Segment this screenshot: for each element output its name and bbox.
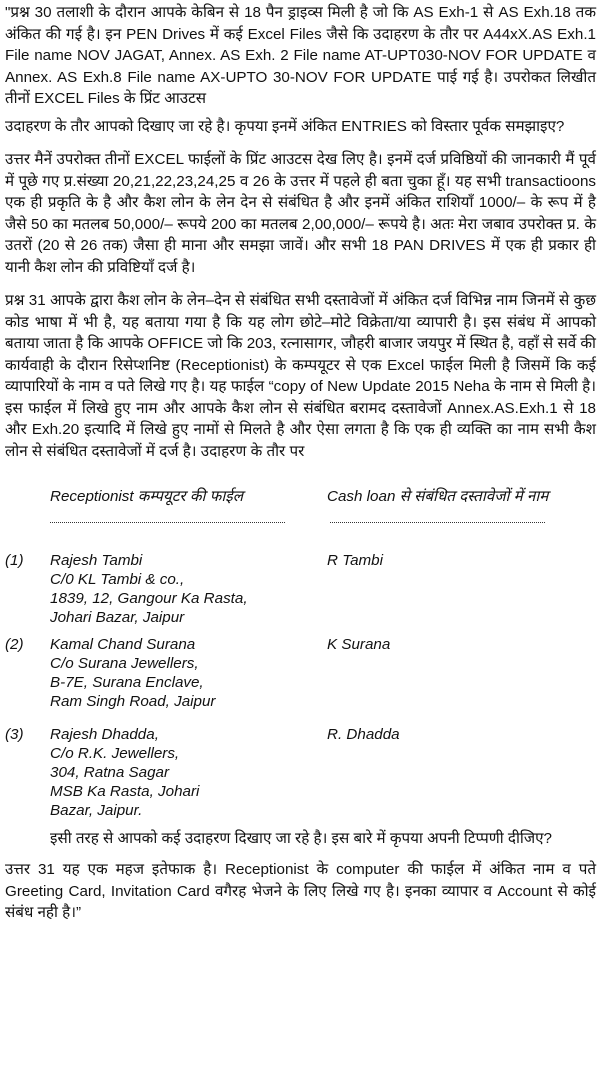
header-dotted-rule: [5, 522, 596, 523]
address-line: Rajesh Dhadda,: [50, 725, 159, 743]
answer-31: उत्तर 31 यह एक महज इतेफाक है। Receptionist के computer की फाईल में अंकित नाम व पते Greeting Card, Invitation Card वगैरह भेजने के लिए लिखे गए है। इनका व्यापार व Account से कोई संबंध नही है।”: [5, 861, 596, 921]
address-line: Rajesh Tambi: [50, 551, 143, 569]
address-line: C/o Surana Jewellers,: [50, 654, 199, 672]
col-header-cash-loan: Cash loan से संबंधित दस्तावेजों में नाम: [327, 488, 549, 505]
table-row: [5, 551, 596, 627]
question-31: प्रश्न 31 आपके द्वारा कैश लोन के लेन–देन से संबंधित सभी दस्तावेजों में अंकित दर्ज विभिन्न नाम जिनमें से कुछ कोड भाषा में भी है, यह बताया गया है कि यह लोग छोटे–मोटे विक्रेता/या व्यापारी है। इस संबंध में आपको बताया जाता है कि आपके OFFICE जो कि 203, रत्नासागर, जौहरी बाजार जयपुर में स्थित है, वहॉं से सर्वे की कार्यवाही के दौरान रिसेप्शनिष्ट (Receptionist) के कम्पयूटर से एक Excel फाईल मिली है जिसमें कि कई व्यापारियों के नाम व पते लिखे गए है। यह फाईल “copy of New Update 2015 Neha के नाम से मिली है। इस फाईल में लिखे हुए नाम और आपके कैश लोन से संबंधित बरामद दस्तावेजों Annex.AS.Exh.1 से 18 और Exh.20 इत्यादि में लिखे हुए नामों से मिलते है और ऐसा लगता है कि एक ही व्यक्ति का नाम सभी कैश लोन से संबंधित दस्तावेजों में दर्ज है। उदाहरण के तौर पर: [5, 292, 596, 460]
question-31-continued: इसी तरह से आपको कई उदाहरण दिखाए जा रहे है। इस बारे में कृपया अपनी टिप्पणी दीजिए?: [50, 829, 552, 847]
address-line: Johari Bazar, Jaipur: [50, 608, 185, 626]
comparison-table: [5, 551, 596, 820]
answer-30: उत्तर मैनें उपरोक्त तीनों EXCEL फाईलों के प्रिंट आउटस देख लिए है। इनमें दर्ज प्रविष्ठियों की जानकारी मैं पूर्व में पूछे गए प्र.संख्या 20,21,22,23,24,25 व 26 के उत्तर में पहले ही बता चुका हूँ। यह सभी transactioons एक ही प्रकृति के है और कैश लोन के लेन देन से संबंधित है और इनमें अंकित राशियॉं 1000/– के रूप में है जैसे 50 का मतलब 50,000/– रूपये 200 का मतलब 2,00,000/– रूपये है। अतः मेरा जबाव उपरोक्त प्र. के उतरों (20 से 26 तक) जैसा ही माना और समझा जावें। और सभी 18 PAN DRIVES में एक ही प्रकार ही यानी कैश लोन की प्रविष्टियॉं दर्ज है।: [5, 151, 596, 276]
cash-loan-name: R. Dhadda: [327, 725, 400, 743]
dotted-rule-right: [330, 522, 545, 523]
address-line: 1839, 12, Gangour Ka Rasta,: [50, 589, 248, 607]
receptionist-file-entry: [50, 635, 327, 711]
address-line: C/0 KL Tambi & co.,: [50, 570, 185, 588]
question-30-continued: उदाहरण के तौर आपको दिखाए जा रहे है। कृपया इनमें अंकित ENTRIES को विस्तार पूर्वक समझाइए?: [5, 117, 565, 135]
cash-loan-name: K Surana: [327, 635, 391, 653]
row-number: (2): [5, 635, 24, 653]
question-30: "प्रश्न 30 तलाशी के दौरान आपके केबिन से 18 पैन ड्राइव्स मिली है जो कि AS Exh-1 से AS Exh.18 तक अंकित की गई है। इन PEN Drives में कई Excel Files जैसे कि उदाहरण के तौर पर A44xX.AS Exh.1 File name NOV JAGAT, Annex. AS Exh. 2 File name AT-UPT030-NOV FOR UPDATE व Annex. AS Exh.8 File name AX-UPTO 30-NOV FOR UPDATE पाई गई है। उपरोकत लिखीत तीनों EXCEL Files के प्रिंट आउटस: [5, 4, 596, 107]
table-row: [5, 635, 596, 711]
row-number: (1): [5, 551, 24, 569]
address-line: MSB Ka Rasta, Johari: [50, 782, 200, 800]
cash-loan-name: R Tambi: [327, 551, 383, 569]
receptionist-file-entry: [50, 551, 327, 627]
address-line: C/o R.K. Jewellers,: [50, 744, 180, 762]
address-line: Ram Singh Road, Jaipur: [50, 692, 216, 710]
address-line: B-7E, Surana Enclave,: [50, 673, 204, 691]
table-row: [5, 725, 596, 820]
receptionist-file-entry: [50, 725, 327, 820]
address-line: Bazar, Jaipur.: [50, 801, 143, 819]
address-line: 304, Ratna Sagar: [50, 763, 170, 781]
col-header-receptionist: Receptionist कम्पयूटर की फाईल: [50, 488, 244, 505]
row-number: (3): [5, 725, 24, 743]
address-line: Kamal Chand Surana: [50, 635, 196, 653]
dotted-rule-left: [50, 522, 285, 523]
comparison-header: [5, 486, 596, 508]
